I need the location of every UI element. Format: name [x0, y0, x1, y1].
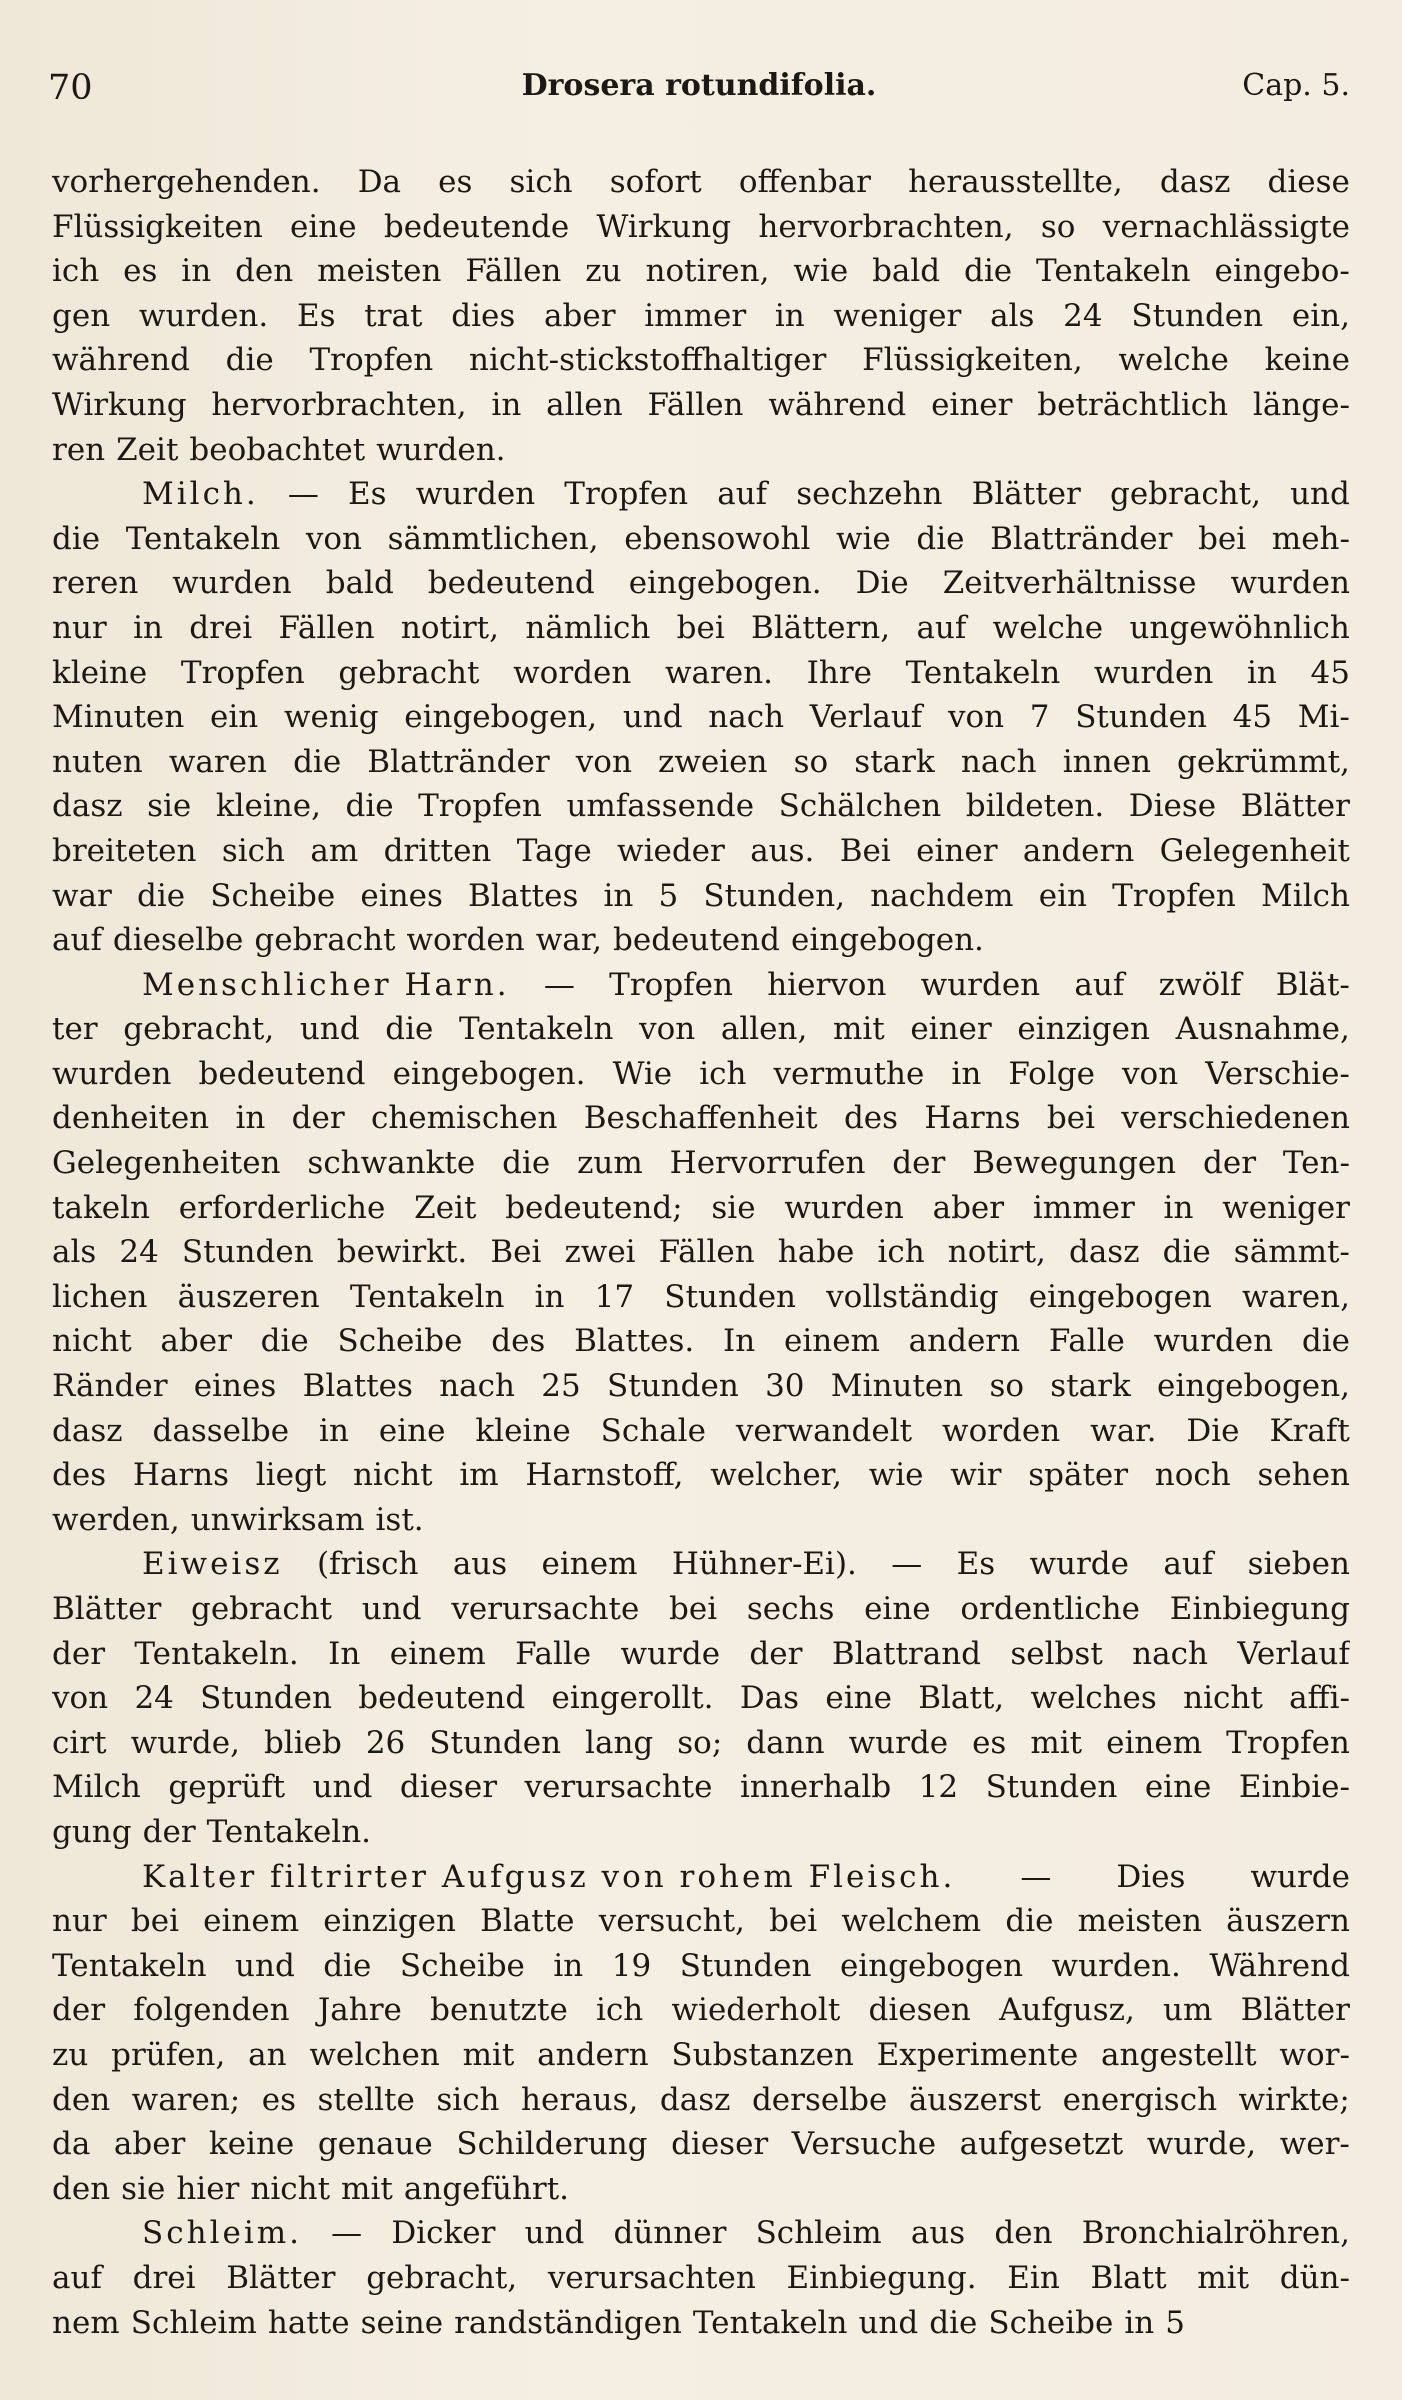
text-line: Milch geprüft und dieser verursachte innerhalb 12 Stunden eine Einbie- — [52, 1769, 1350, 1806]
text-line: Wirkung hervorbrachten, in allen Fällen während einer beträchtlich länge- — [52, 386, 1350, 423]
text-line: takeln erforderliche Zeit bedeutend; sie wurden aber immer in weniger — [52, 1189, 1350, 1226]
text-line: nicht aber die Scheibe des Blattes. In einem andern Falle wurden die — [52, 1323, 1350, 1360]
text-line: Eiweisz (frisch aus einem Hühner-Ei). — Es wurde auf sieben — [52, 1542, 1350, 1587]
text-line: reren wurden bald bedeutend eingebogen. Die Zeitverhältnisse wurden — [52, 565, 1350, 602]
text-line: war die Scheibe eines Blattes in 5 Stunden, nachdem ein Tropfen Milch — [52, 877, 1350, 914]
running-head — [48, 62, 1350, 122]
text-line: die Tentakeln von sämmtlichen, ebensowohl wie die Blattränder bei meh- — [52, 520, 1350, 557]
paragraph-lead: Kalter filtrirter Aufgusz von rohem Fleisch. — [142, 1858, 956, 1895]
text-line: Menschlicher Harn. — Tropfen hiervon wurden auf zwölf Blät- — [52, 963, 1350, 1008]
text-line: werden, unwirksam ist. — [52, 1501, 424, 1538]
text-line: Kalter filtrirter Aufgusz von rohem Fleisch. — Dies wurde — [52, 1855, 1350, 1900]
paragraph — [52, 963, 1350, 1543]
text-line: während die Tropfen nicht-stickstoffhaltiger Flüssigkeiten, welche keine — [52, 342, 1350, 379]
paragraph — [52, 2211, 1350, 2345]
text-line: Milch. — Es wurden Tropfen auf sechzehn Blätter gebracht, und — [52, 472, 1350, 517]
body-text — [52, 160, 1350, 2345]
paragraph-lead: Eiweisz — [142, 1546, 283, 1583]
chapter-label: Cap. 5. — [1242, 68, 1350, 103]
text-line: Blätter gebracht und verursachte bei sechs eine ordentliche Einbiegung — [52, 1591, 1350, 1627]
text-line: des Harns liegt nicht im Harnstoff, welcher, wie wir später noch sehen — [52, 1457, 1350, 1494]
text-line: der folgenden Jahre benutzte ich wiederholt diesen Aufgusz, um Blätter — [52, 1992, 1350, 2029]
text-line: als 24 Stunden bewirkt. Bei zwei Fällen habe ich notirt, dasz die sämmt- — [52, 1234, 1350, 1271]
running-title: Drosera rotundifolia. — [521, 68, 877, 103]
text-line: von 24 Stunden bedeutend eingerollt. Das eine Blatt, welches nicht affi- — [52, 1680, 1350, 1717]
text-line: der Tentakeln. In einem Falle wurde der Blattrand selbst nach Verlauf — [52, 1635, 1350, 1672]
text-line: wurden bedeutend eingebogen. Wie ich vermuthe in Folge von Verschie- — [52, 1055, 1350, 1092]
text-line: ter gebracht, und die Tentakeln von allen, mit einer einzigen Ausnahme, — [52, 1011, 1350, 1048]
text-line: vorhergehenden. Da es sich sofort offenbar herausstellte, dasz diese — [52, 164, 1350, 200]
text-line: dasz sie kleine, die Tropfen umfassende Schälchen bildeten. Diese Blätter — [52, 788, 1350, 825]
paragraph-lead: Milch. — [142, 476, 259, 513]
text-line: Gelegenheiten schwankte die zum Hervorrufen der Bewegungen der Ten- — [52, 1145, 1350, 1182]
text-line: nem Schleim hatte seine randständigen Tentakeln und die Scheibe in 5 — [52, 2304, 1185, 2341]
text-line: cirt wurde, blieb 26 Stunden lang so; dann wurde es mit einem Tropfen — [52, 1724, 1350, 1761]
paragraph-lead: Menschlicher Harn. — [142, 966, 510, 1003]
paragraph — [52, 472, 1350, 963]
text-line: breiteten sich am dritten Tage wieder aus. Bei einer andern Gelegenheit — [52, 832, 1350, 869]
text-line: auf drei Blätter gebracht, verursachten Einbiegung. Ein Blatt mit dün- — [52, 2259, 1350, 2296]
text-line: den waren; es stellte sich heraus, dasz derselbe äuszerst energisch wirkte; — [52, 2081, 1350, 2118]
text-line: da aber keine genaue Schilderung dieser Versuche aufgesetzt wurde, wer- — [52, 2126, 1350, 2163]
text-line: denheiten in der chemischen Beschaffenheit des Harns bei verschiedenen — [52, 1100, 1350, 1137]
text-line: kleine Tropfen gebracht worden waren. Ihre Tentakeln wurden in 45 — [52, 654, 1350, 691]
text-line: nuten waren die Blattränder von zweien so stark nach innen gekrümmt, — [52, 743, 1350, 780]
paragraph-lead: Schleim. — [142, 2215, 302, 2252]
paragraph — [52, 160, 1350, 472]
text-line: Minuten ein wenig eingebogen, und nach Verlauf von 7 Stunden 45 Mi- — [52, 699, 1350, 736]
text-line: ren Zeit beobachtet wurden. — [52, 431, 506, 468]
text-line: Ränder eines Blattes nach 25 Stunden 30 Minuten so stark eingebogen, — [52, 1368, 1350, 1405]
text-line: Flüssigkeiten eine bedeutende Wirkung hervorbrachten, so vernachlässigte — [52, 208, 1350, 245]
text-line: nur in drei Fällen notirt, nämlich bei Blättern, auf welche ungewöhnlich — [52, 609, 1350, 646]
text-line: gen wurden. Es trat dies aber immer in weniger als 24 Stunden ein, — [52, 297, 1350, 334]
paragraph — [52, 1542, 1350, 1854]
text-line: nur bei einem einzigen Blatte versucht, bei welchem die meisten äuszern — [52, 1903, 1350, 1940]
text-line: zu prüfen, an welchen mit andern Substanzen Experimente angestellt wor- — [52, 2036, 1350, 2073]
paragraph — [52, 1855, 1350, 2212]
text-line: dasz dasselbe in eine kleine Schale verwandelt worden war. Die Kraft — [52, 1412, 1350, 1449]
text-line: lichen äuszeren Tentakeln in 17 Stunden vollständig eingebogen waren, — [52, 1278, 1350, 1315]
text-line: Schleim. — Dicker und dünner Schleim aus den Bronchialröhren, — [52, 2211, 1350, 2256]
text-line: Tentakeln und die Scheibe in 19 Stunden eingebogen wurden. Während — [52, 1947, 1350, 1984]
text-line: ich es in den meisten Fällen zu notiren, wie bald die Tentakeln eingebo- — [52, 253, 1350, 290]
text-line: auf dieselbe gebracht worden war, bedeutend eingebogen. — [52, 922, 984, 959]
text-line: gung der Tentakeln. — [52, 1813, 372, 1850]
text-line: den sie hier nicht mit angeführt. — [52, 2170, 569, 2207]
page-number: 70 — [48, 68, 93, 108]
